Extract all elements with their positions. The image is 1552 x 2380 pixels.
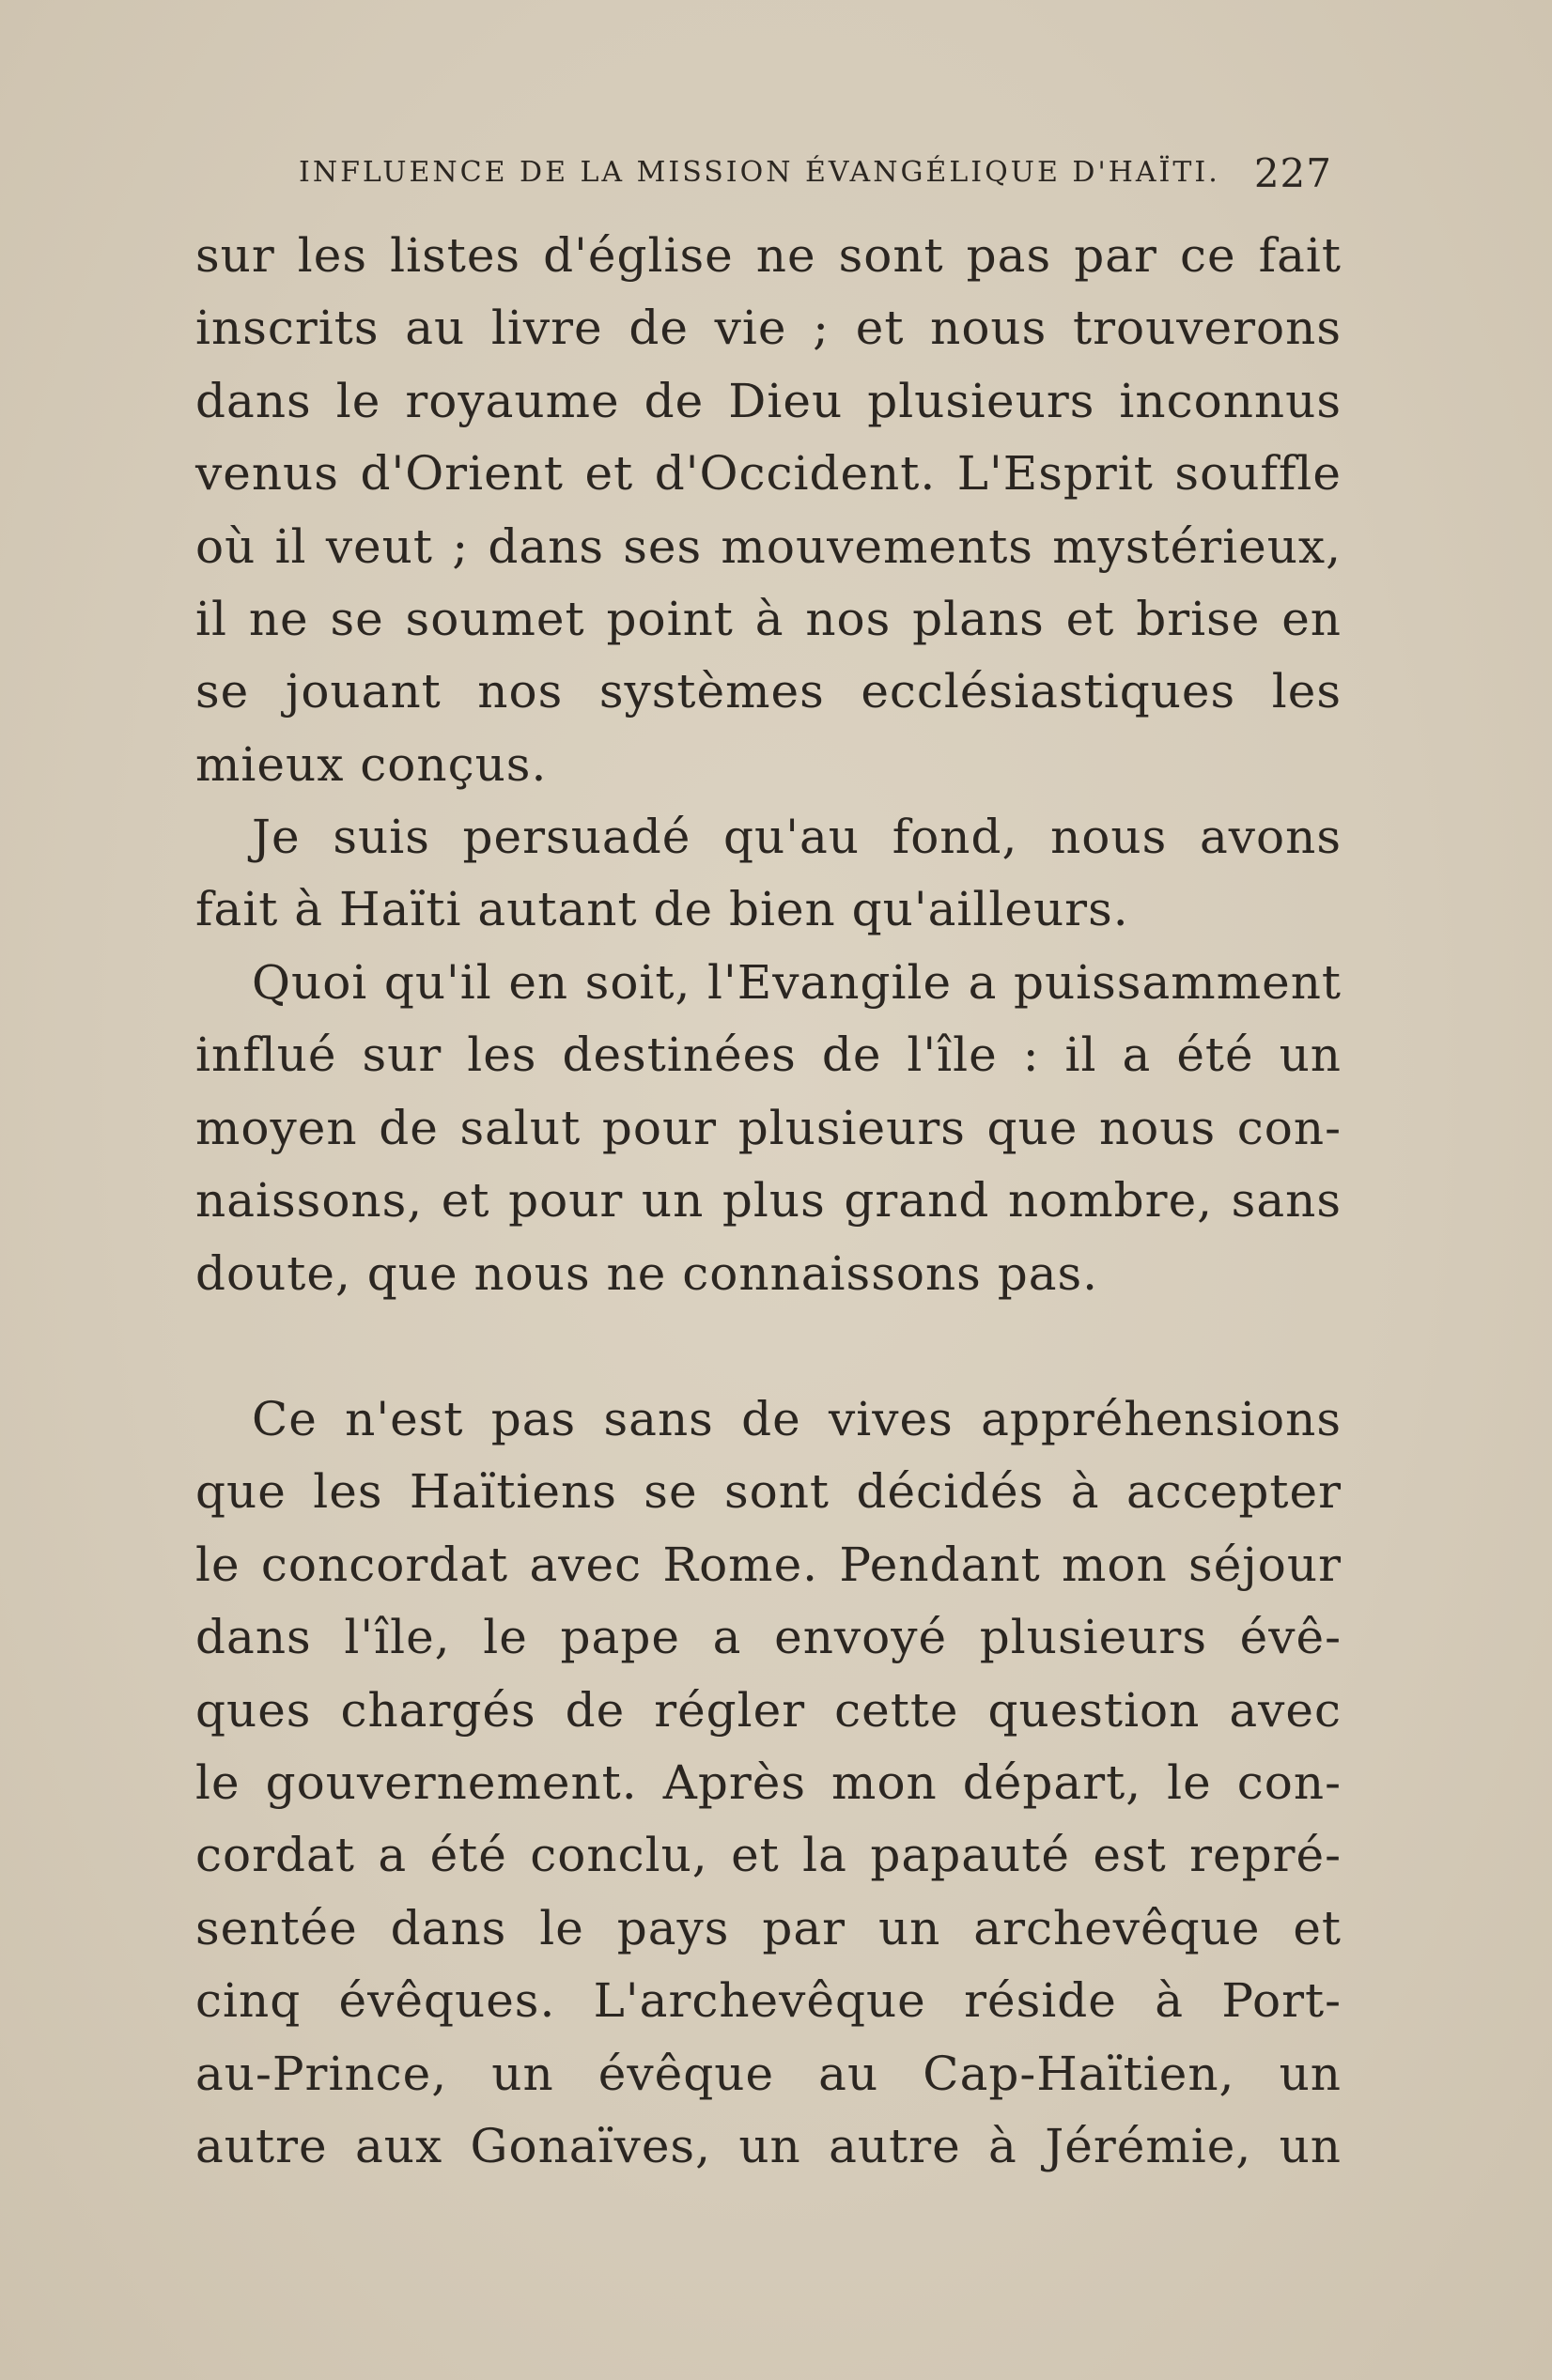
text-line: autre aux Gonaïves, un autre à Jérémie, un xyxy=(195,2118,1342,2173)
text-line: naissons, et pour un plus grand nombre, sans xyxy=(195,1173,1342,1229)
text-line: inscrits au livre de vie ; et nous trouverons xyxy=(195,301,1342,356)
text-line: le gouvernement. Après mon départ, le con- xyxy=(195,1754,1342,1810)
text-line: au-Prince, un évêque au Cap-Haïtien, un xyxy=(195,2046,1342,2101)
text-line: sentée dans le pays par un archevêque et xyxy=(195,1900,1342,1955)
text-line: Ce n'est pas sans de vives appréhensions xyxy=(252,1392,1342,1446)
text-line: que les Haïtiens se sont décidés à accepter xyxy=(195,1464,1342,1520)
text-line: se jouant nos systèmes ecclésiastiques les xyxy=(195,664,1342,719)
text-line: le concordat avec Rome. Pendant mon séjour xyxy=(195,1537,1342,1592)
text-line: moyen de salut pour plusieurs que nous con- xyxy=(195,1100,1342,1155)
text-line: où il veut ; dans ses mouvements mystérieux, xyxy=(195,518,1342,574)
text-line: doute, que nous ne connaissons pas. xyxy=(195,1245,1099,1301)
text-line: sur les listes d'église ne sont pas par ce fait xyxy=(195,228,1342,283)
text-line: venus d'Orient et d'Occident. L'Esprit souffle xyxy=(195,446,1342,502)
text-line: Quoi qu'il en soit, l'Evangile a puissamment xyxy=(252,955,1342,1010)
paragraph-3 xyxy=(195,947,1342,1310)
paragraph-4 xyxy=(195,1383,1342,2183)
text-line: fait à Haïti autant de bien qu'ailleurs. xyxy=(195,882,1129,937)
running-title: INFLUENCE DE LA MISSION ÉVANGÉLIQUE D'HAÏTI. xyxy=(299,156,1220,189)
text-line: influé sur les destinées de l'île : il a été un xyxy=(195,1028,1342,1083)
text-line: mieux conçus. xyxy=(195,736,548,792)
text-line: ques chargés de régler cette question avec xyxy=(195,1682,1342,1738)
running-head xyxy=(299,150,1332,197)
text-line: Je suis persuadé qu'au fond, nous avons xyxy=(252,810,1342,864)
text-line: cordat a été conclu, et la papauté est repré- xyxy=(195,1828,1342,1883)
text-line: il ne se soumet point à nos plans et brise en xyxy=(195,591,1342,646)
page-number: 227 xyxy=(1253,150,1332,196)
paragraph-1 xyxy=(195,220,1342,801)
text-line: dans l'île, le pape a envoyé plusieurs évê- xyxy=(195,1610,1342,1665)
text-line: cinq évêques. L'archevêque réside à Port- xyxy=(195,1973,1342,2029)
text-line: dans le royaume de Dieu plusieurs inconnus xyxy=(195,373,1342,428)
paragraph-2 xyxy=(195,801,1342,947)
